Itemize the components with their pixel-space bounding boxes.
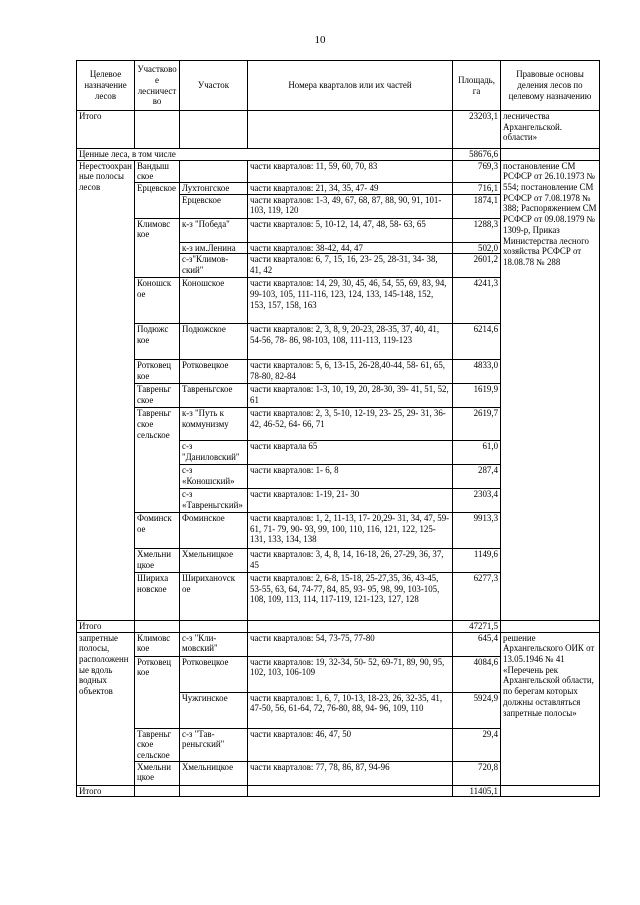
area-cell: 1619,9 bbox=[453, 384, 501, 408]
area-cell: 9913,3 bbox=[453, 513, 501, 549]
plot-cell: Чужгинское bbox=[180, 692, 248, 728]
forestry-cell: Тавреньг ское bbox=[135, 384, 180, 408]
quarters-cell: части кварталов: 1-19, 21- 30 bbox=[248, 489, 453, 513]
forestry-cell: Подюжс кое bbox=[135, 324, 180, 360]
section-label: Ценные леса, в том числе bbox=[77, 149, 453, 161]
table-row bbox=[77, 160, 600, 182]
header-forestry: Участковое лесничество bbox=[135, 61, 180, 111]
quarters-cell: части кварталов: 11, 59, 60, 70, 83 bbox=[248, 160, 453, 182]
forestry-cell bbox=[135, 441, 180, 465]
forestry-cell: Хмельни цкое bbox=[135, 761, 180, 785]
quarters-cell: части кварталов: 1, 2, 11-13, 17- 20,29- 31, 34, 47, 59- 61, 71- 79, 90- 93, 99, 100, 110, 116, 121, 122, 125-131, 133, 134, 138 bbox=[248, 513, 453, 549]
plot-cell: с-з «Тавреньгский» bbox=[180, 489, 248, 513]
quarters-cell: части кварталов: 2, 3, 8, 9, 20-23, 28-35, 37, 40, 41, 54-56, 78- 86, 98-103, 108, 111-113, 119-123 bbox=[248, 324, 453, 360]
table-row bbox=[77, 632, 600, 656]
plot-cell: Ротковецкое bbox=[180, 360, 248, 384]
area-cell: 6277,3 bbox=[453, 573, 501, 621]
total-row bbox=[77, 621, 600, 633]
total-label: Итого bbox=[77, 785, 135, 797]
forestry-cell: Фоминск ое bbox=[135, 513, 180, 549]
area-cell: 1874,1 bbox=[453, 194, 501, 218]
quarters-cell: части кварталов: 6, 7, 15, 16, 23- 25, 28-31, 34- 38, 41, 42 bbox=[248, 254, 453, 278]
area-cell: 720,8 bbox=[453, 761, 501, 785]
legal-cell: постановление СМ РСФСР от 26.10.1973 № 554; постановление СМ РСФСР от 7.08.1978 № 388; Распоряжением СМ РСФСР от 09.08.1979 № 1309-р, Приказ Министерства лесного хозяйства РСФСР от 18.08.78 № 288 bbox=[501, 160, 600, 620]
plot-cell: Ротковецкое bbox=[180, 656, 248, 692]
header-quarters: Номера кварталов или их частей bbox=[248, 61, 453, 111]
area-cell: 4241,3 bbox=[453, 278, 501, 324]
section-row bbox=[77, 149, 600, 161]
quarters-cell: части кварталов: 77, 78, 86, 87, 94-96 bbox=[248, 761, 453, 785]
plot-cell: Хмельницкое bbox=[180, 761, 248, 785]
plot-cell: с-з «Коношский» bbox=[180, 465, 248, 489]
total-area: 23203,1 bbox=[453, 111, 501, 149]
quarters-cell: части кварталов: 46, 47, 50 bbox=[248, 728, 453, 761]
plot-cell: Ерцевское bbox=[180, 194, 248, 218]
forestry-cell bbox=[135, 489, 180, 513]
area-cell: 1288,3 bbox=[453, 218, 501, 242]
forestry-cell bbox=[135, 254, 180, 278]
forestry-cell: Тавреньг ское сельское bbox=[135, 728, 180, 761]
plot-cell: к-з "Путь к коммунизму bbox=[180, 408, 248, 441]
quarters-cell: части кварталов: 1- 6, 8 bbox=[248, 465, 453, 489]
area-cell: 2303,4 bbox=[453, 489, 501, 513]
quarters-cell: части кварталов: 5, 6, 13-15, 26-28,40-44, 58- 61, 65, 78-80, 82-84 bbox=[248, 360, 453, 384]
forestry-cell: Вандыш ское bbox=[135, 160, 180, 182]
plot-cell: Фоминское bbox=[180, 513, 248, 549]
total-row bbox=[77, 111, 600, 149]
purpose-cell: запретные полосы, расположенные вдоль водных объектов bbox=[77, 632, 135, 785]
forestry-cell: Ротковец кое bbox=[135, 360, 180, 384]
quarters-cell: части кварталов: 1-3, 49, 67, 68, 87, 88, 90, 91, 101-103, 119, 120 bbox=[248, 194, 453, 218]
quarters-cell: части кварталов: 2, 3, 5-10, 12-19, 23- 25, 29- 31, 36-42, 46-52, 64- 66, 71 bbox=[248, 408, 453, 441]
area-cell: 769,3 bbox=[453, 160, 501, 182]
forestry-cell bbox=[135, 242, 180, 254]
header-area: Площадь, га bbox=[453, 61, 501, 111]
plot-cell: Хмельницкое bbox=[180, 549, 248, 573]
page-number: 10 bbox=[314, 34, 326, 46]
forestry-cell: Ротковец кое bbox=[135, 656, 180, 692]
total-label: Итого bbox=[77, 111, 135, 149]
plot-cell: к-з им.Ленина bbox=[180, 242, 248, 254]
area-cell: 645,4 bbox=[453, 632, 501, 656]
forestry-cell: Климовс кое bbox=[135, 632, 180, 656]
quarters-cell: части кварталов: 54, 73-75, 77-80 bbox=[248, 632, 453, 656]
quarters-cell: части кварталов: 38-42, 44, 47 bbox=[248, 242, 453, 254]
area-cell: 502,0 bbox=[453, 242, 501, 254]
legal-text-continued: лесничества Архангельской. области» bbox=[501, 111, 600, 149]
area-cell: 2601,2 bbox=[453, 254, 501, 278]
quarters-cell: части кварталов: 1, 6, 7, 10-13, 18-23, 26, 32-35, 41, 47-50, 56, 61-64, 72, 76-80, 88, 94- 96, 109, 110 bbox=[248, 692, 453, 728]
forestry-cell: Ерцевское bbox=[135, 183, 180, 195]
plot-cell: Подюжское bbox=[180, 324, 248, 360]
area-cell: 6214,6 bbox=[453, 324, 501, 360]
quarters-cell: части кварталов: 21, 34, 35, 47- 49 bbox=[248, 183, 453, 195]
area-cell: 61,0 bbox=[453, 441, 501, 465]
area-cell: 4833,0 bbox=[453, 360, 501, 384]
header-legal: Правовые основы деления лесов по целевому назначению bbox=[501, 61, 600, 111]
total-row bbox=[77, 785, 600, 797]
forestry-cell bbox=[135, 194, 180, 218]
section-area: 58676,6 bbox=[453, 149, 501, 161]
quarters-cell: части кварталов: 3, 4, 8, 14, 16-18, 26, 27-29, 36, 37, 45 bbox=[248, 549, 453, 573]
plot-cell: Тавреньгское bbox=[180, 384, 248, 408]
area-cell: 5924,9 bbox=[453, 692, 501, 728]
plot-cell: с-з"Климов- ский" bbox=[180, 254, 248, 278]
quarters-cell: части кварталов: 14, 29, 30, 45, 46, 54, 55, 69, 83, 94, 99-103, 105, 111-116, 123, 124, 133, 145-148, 152, 153, 157, 158, 163 bbox=[248, 278, 453, 324]
area-cell: 287,4 bbox=[453, 465, 501, 489]
area-cell: 716,1 bbox=[453, 183, 501, 195]
forestry-cell: Хмельни цкое bbox=[135, 549, 180, 573]
forestry-cell bbox=[135, 692, 180, 728]
plot-cell: с-з "Тав- реньгский" bbox=[180, 728, 248, 761]
header-purpose: Целевое назначение лесов bbox=[77, 61, 135, 111]
total-area: 47271,5 bbox=[453, 621, 501, 633]
plot-cell: с-з "Кли- мовский" bbox=[180, 632, 248, 656]
forestry-cell: Тавреньг ское сельское bbox=[135, 408, 180, 441]
plot-cell bbox=[180, 160, 248, 182]
table-header-row bbox=[77, 61, 600, 111]
total-area: 11405,1 bbox=[453, 785, 501, 797]
forestry-cell: Коношск ое bbox=[135, 278, 180, 324]
area-cell: 4084,6 bbox=[453, 656, 501, 692]
quarters-cell: части квартала 65 bbox=[248, 441, 453, 465]
total-label: Итого bbox=[77, 621, 135, 633]
plot-cell: Коношское bbox=[180, 278, 248, 324]
quarters-cell: части кварталов: 1-3, 10, 19, 20, 28-30, 39- 41, 51, 52, 61 bbox=[248, 384, 453, 408]
forestry-cell: Климовс кое bbox=[135, 218, 180, 242]
quarters-cell: части кварталов: 19, 32-34, 50- 52, 69-71, 89, 90, 95, 102, 103, 106-109 bbox=[248, 656, 453, 692]
area-cell: 1149,6 bbox=[453, 549, 501, 573]
plot-cell: Шириханovск ое bbox=[180, 573, 248, 621]
area-cell: 29,4 bbox=[453, 728, 501, 761]
header-plot: Участок bbox=[180, 61, 248, 111]
legal-cell: решение Архангельского ОИК от 13.05.1946 № 41 «Перечень рек Архангельской области, по берегам которых должны оставляться запретные полосы» bbox=[501, 632, 600, 785]
plot-cell: с-з "Даниловский" bbox=[180, 441, 248, 465]
quarters-cell: части кварталов: 2, 6-8, 15-18, 25-27,35, 36, 43-45, 53-55, 63, 64, 74-77, 84, 85, 93- 95, 98, 99, 103-105, 108, 109, 113, 114, 117-119, 121-123, 127, 128 bbox=[248, 573, 453, 621]
forestry-cell: Шириха новское bbox=[135, 573, 180, 621]
forestry-cell bbox=[135, 465, 180, 489]
area-cell: 2619,7 bbox=[453, 408, 501, 441]
purpose-cell: Нерестоохранные полосы лесов bbox=[77, 160, 135, 620]
quarters-cell: части кварталов: 5, 10-12, 14, 47, 48, 58- 63, 65 bbox=[248, 218, 453, 242]
plot-cell: Лухтонгское bbox=[180, 183, 248, 195]
plot-cell: к-з "Победа" bbox=[180, 218, 248, 242]
forest-table bbox=[76, 60, 600, 797]
